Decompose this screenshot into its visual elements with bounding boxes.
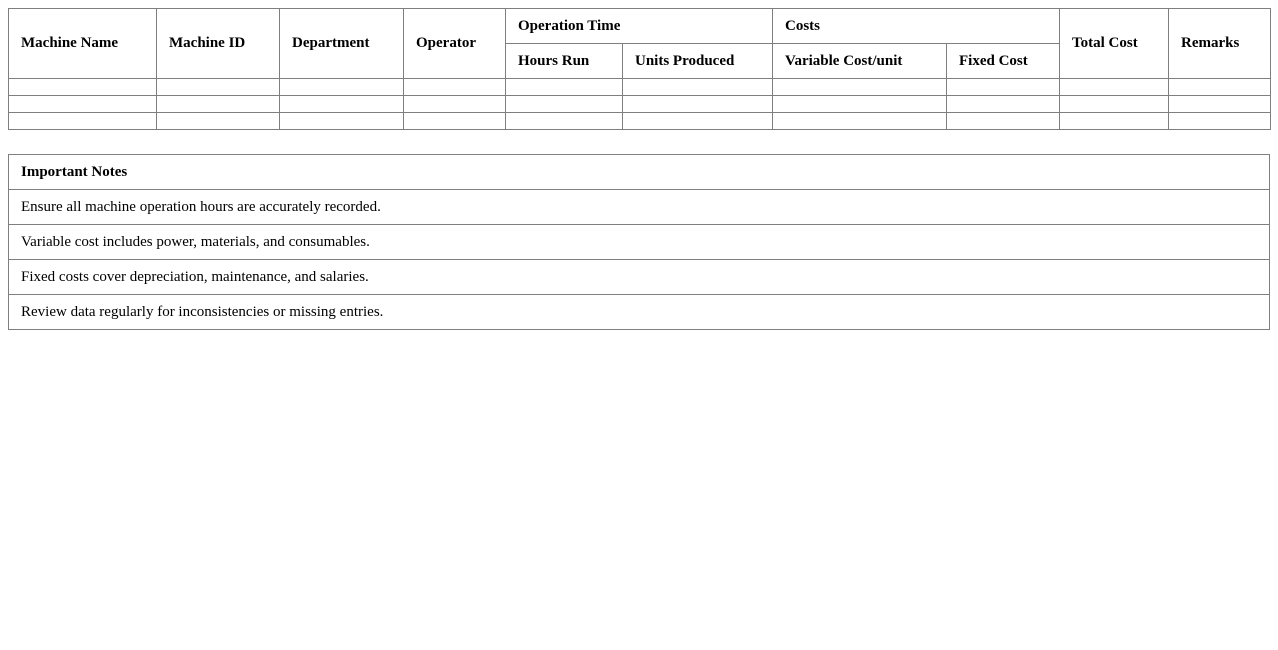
table-cell[interactable] bbox=[947, 79, 1060, 96]
table-cell[interactable] bbox=[9, 113, 157, 130]
table-cell[interactable] bbox=[9, 96, 157, 113]
header-operator: Operator bbox=[404, 9, 506, 79]
table-cell[interactable] bbox=[773, 113, 947, 130]
header-remarks: Remarks bbox=[1169, 9, 1271, 79]
note-item: Fixed costs cover depreciation, maintenance, and salaries. bbox=[9, 260, 1270, 295]
table-cell[interactable] bbox=[1169, 79, 1271, 96]
header-units-produced: Units Produced bbox=[623, 44, 773, 79]
page-content bbox=[8, 8, 1270, 330]
table-cell[interactable] bbox=[280, 113, 404, 130]
table-row bbox=[9, 113, 1271, 130]
table-cell[interactable] bbox=[280, 79, 404, 96]
table-cell[interactable] bbox=[157, 113, 280, 130]
table-cell[interactable] bbox=[404, 96, 506, 113]
table-cell[interactable] bbox=[773, 96, 947, 113]
table-cell[interactable] bbox=[773, 79, 947, 96]
header-machine-id: Machine ID bbox=[157, 9, 280, 79]
table-cell[interactable] bbox=[9, 79, 157, 96]
table-body bbox=[9, 79, 1271, 130]
note-item: Variable cost includes power, materials, and consumables. bbox=[9, 225, 1270, 260]
table-cell[interactable] bbox=[623, 113, 773, 130]
table-cell[interactable] bbox=[947, 113, 1060, 130]
table-cell[interactable] bbox=[623, 79, 773, 96]
table-cell[interactable] bbox=[157, 79, 280, 96]
table-cell[interactable] bbox=[280, 96, 404, 113]
header-operation-time: Operation Time bbox=[506, 9, 773, 44]
table-cell[interactable] bbox=[1169, 96, 1271, 113]
note-item: Review data regularly for inconsistencies or missing entries. bbox=[9, 295, 1270, 330]
note-item: Ensure all machine operation hours are accurately recorded. bbox=[9, 190, 1270, 225]
machine-cost-table bbox=[8, 8, 1271, 130]
table-cell[interactable] bbox=[947, 96, 1060, 113]
table-cell[interactable] bbox=[506, 113, 623, 130]
header-variable-cost-unit: Variable Cost/unit bbox=[773, 44, 947, 79]
table-cell[interactable] bbox=[1060, 113, 1169, 130]
table-header bbox=[9, 9, 1271, 79]
table-cell[interactable] bbox=[404, 113, 506, 130]
notes-title: Important Notes bbox=[9, 155, 1270, 190]
table-cell[interactable] bbox=[157, 96, 280, 113]
table-cell[interactable] bbox=[1169, 113, 1271, 130]
header-costs: Costs bbox=[773, 9, 1060, 44]
table-row bbox=[9, 79, 1271, 96]
important-notes-table bbox=[8, 154, 1270, 330]
table-cell[interactable] bbox=[1060, 96, 1169, 113]
table-cell[interactable] bbox=[506, 79, 623, 96]
table-row bbox=[9, 96, 1271, 113]
header-hours-run: Hours Run bbox=[506, 44, 623, 79]
table-cell[interactable] bbox=[404, 79, 506, 96]
header-machine-name: Machine Name bbox=[9, 9, 157, 79]
header-total-cost: Total Cost bbox=[1060, 9, 1169, 79]
table-cell[interactable] bbox=[623, 96, 773, 113]
table-cell[interactable] bbox=[1060, 79, 1169, 96]
header-fixed-cost: Fixed Cost bbox=[947, 44, 1060, 79]
table-cell[interactable] bbox=[506, 96, 623, 113]
header-department: Department bbox=[280, 9, 404, 79]
